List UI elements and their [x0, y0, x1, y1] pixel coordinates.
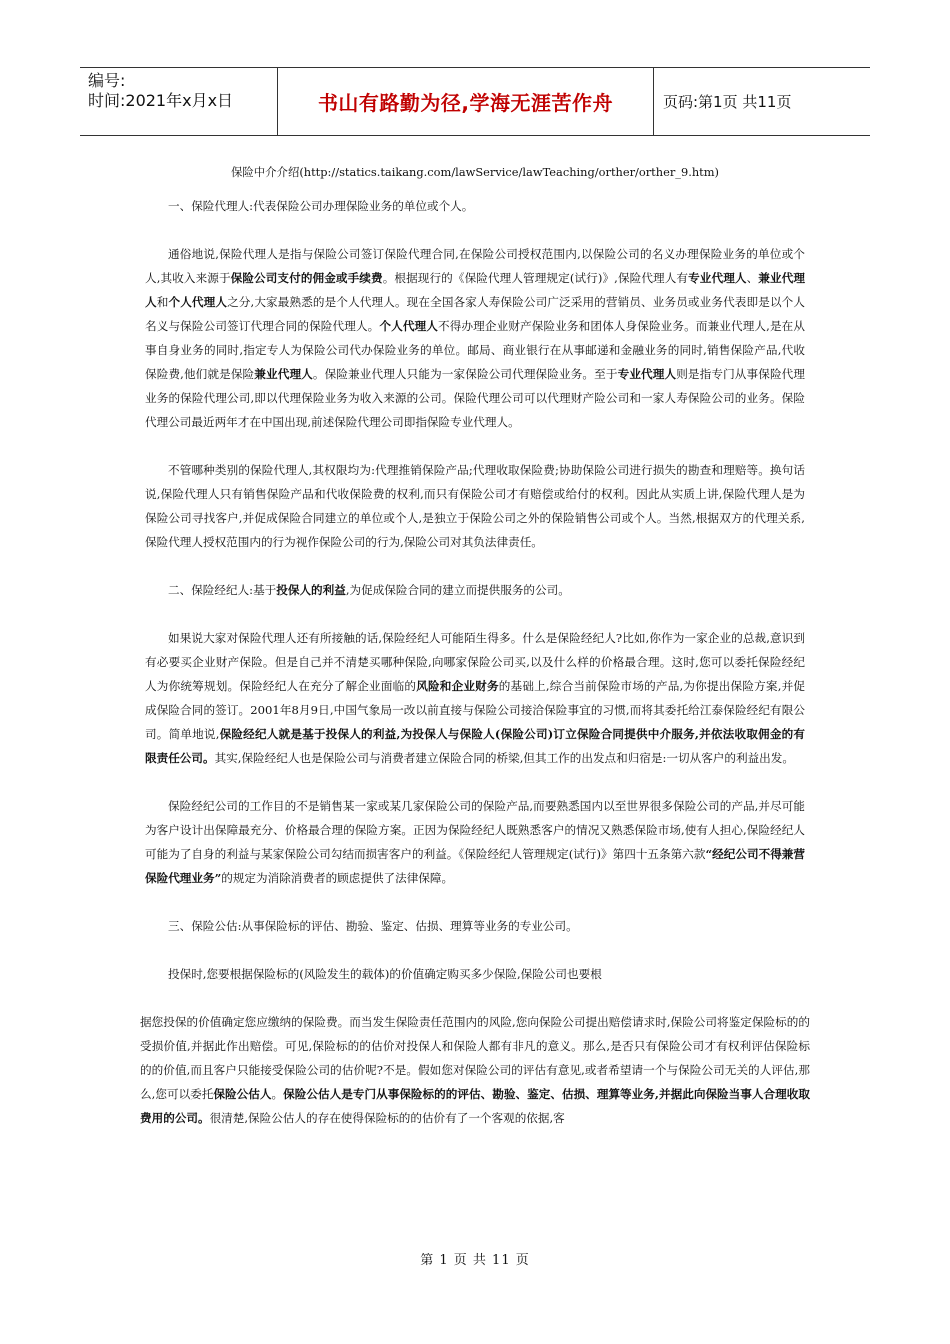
bold-text-run: 保险公估人 [213, 1087, 272, 1101]
page-footer: 第 1 页 共 11 页 [420, 1253, 530, 1268]
paragraph-6 [140, 1010, 810, 1130]
bold-text-run: 保险公估人是专门从事保险标的的评估、勘验、鉴定、估损、理算等业务,并据此向保险当事人合理收取费用的公司。 [140, 1087, 810, 1125]
text-run: 二、保险经纪人:基于 [168, 583, 277, 597]
text-run: 之分,大家最熟悉的是个人代理人。现在全国各家人寿保险公司广泛采用的营销员、业务员或业务代表即是以个人名义与保险公司签订代理合同的保险代理人。 [145, 295, 805, 333]
text-run: ,为促成保险合同的建立而提供服务的公司。 [345, 583, 570, 597]
text-run: 的规定为消除消费者的顾虑提供了法律保障。 [221, 871, 454, 885]
motto-text: 书山有路勤为径,学海无涯苦作舟 [317, 91, 614, 115]
document-title: 保险中介介绍(http://statics.taikang.com/lawService/lawTeaching/orther/orther_9.htm) [230, 165, 720, 179]
bold-text-run: 兼业代理人 [254, 367, 313, 381]
paragraph-1 [145, 242, 805, 434]
section-1-heading: 一、保险代理人:代表保险公司办理保险业务的单位或个人。 [168, 199, 474, 213]
bold-text-run: 风险和企业财务 [416, 679, 499, 693]
bold-text-run: 专业代理人 [617, 367, 677, 381]
header-motto-cell [278, 68, 654, 135]
text-run: 很清楚,保险公估人的存在使得保险标的的估价有了一个客观的依据,客 [209, 1111, 565, 1125]
text-run: 、 [746, 271, 759, 285]
bold-text-run: 保险经纪人就是基于投保人的利益,为投保人与保险人(保险公司)订立保险合同提供中介服务,并依法收取佣金的有限责任公司。 [145, 727, 805, 765]
bold-text-run: 个人代理人 [168, 295, 228, 309]
page-info: 页码:第1页 共11页 [663, 93, 792, 111]
text-run: 据您投保的价值确定您应缴纳的保险费。而当发生保险责任范围内的风险,您向保险公司提出赔偿请求时,保险公司将鉴定保险标的的受损价值,并据此作出赔偿。可见,保险标的的估价对投保人和保险人都有非凡的意义。那么,是否只有保险公司才有权利评估保险标的的价值,而且客户只能接受保险公司的估价呢?不是。假如您对保险公司的评估有意见,或者希望请一个与保险公司无关的人评估,那么,您可以委托 [140, 1015, 810, 1101]
header-left-cell [80, 68, 278, 135]
text-run: 保险经纪公司的工作目的不是销售某一家或某几家保险公司的保险产品,而要熟悉国内以至世界很多保险公司的产品,并尽可能为客户设计出保障最充分、价格最合理的保险方案。正因为保险经纪人既熟悉客户的情况又熟悉保险市场,使有人担心,保险经纪人可能为了自身的利益与某家保险公司勾结而损害客户的利益。《保险经纪人管理规定(试行)》第四十五条第六款 [145, 799, 805, 861]
paragraph-2: 不管哪种类别的保险代理人,其权限均为:代理推销保险产品;代理收取保险费;协助保险公司进行损失的勘查和理赔等。换句话说,保险代理人只有销售保险产品和代收保险费的权利,而只有保险公司才有赔偿或给付的权利。因此从实质上讲,保险代理人是为保险公司寻找客户,并促成保险合同建立的单位或个人,是独立于保险公司之外的保险销售公司或个人。当然,根据双方的代理关系,保险代理人授权范围内的行为视作保险公司的行为,保险公司对其负法律责任。 [145, 463, 805, 549]
text-run: 则是指专门从事保险代理业务的保险代理公司,即以代理保险业务为收入来源的公司。保险代理公司可以代理财产险公司和一家人寿保险公司的业务。保险代理公司最近两年才在中国出现,前述保险代理公司即指保险专业代理人。 [145, 367, 805, 429]
text-run: 。 [271, 1087, 284, 1101]
text-run: 不得办理企业财产保险业务和团体人身保险业务。而兼业代理人,是在从事自身业务的同时,指定专人为保险公司代办保险业务的单位。邮局、商业银行在从事邮递和金融业务的同时,销售保险产品,代收保险费,他们就是保险 [145, 319, 805, 381]
text-run: 。根据现行的《保险代理人管理规定(试行)》,保险代理人有 [382, 271, 689, 285]
header-table [80, 67, 870, 136]
bold-text-run: 兼业代理人 [145, 271, 805, 309]
bold-text-run: 专业代理人 [688, 271, 747, 285]
section-2-heading [145, 578, 805, 602]
bold-text-run: “经纪公司不得兼营保险代理业务” [145, 847, 806, 885]
paragraph-5: 投保时,您要根据保险标的(风险发生的载体)的价值确定购买多少保险,保险公司也要根 [168, 967, 602, 981]
text-run: 其实,保险经纪人也是保险公司与消费者建立保险合同的桥梁,但其工作的出发点和归宿是:一切从客户的利益出发。 [214, 751, 794, 765]
number-label: 编号: [88, 71, 126, 90]
text-run: 和 [156, 295, 169, 309]
text-run: 如果说大家对保险代理人还有所接触的话,保险经纪人可能陌生得多。什么是保险经纪人?比如,你作为一家企业的总裁,意识到有必要买企业财产保险。但是自己并不清楚买哪种保险,向哪家保险公司买,以及什么样的价格最合理。这时,您可以委托保险经纪人为你统筹规划。保险经纪人在充分了解企业面临的 [145, 631, 805, 693]
bold-text-run: 保险公司支付的佣金或手续费 [230, 271, 383, 285]
paragraph-3 [145, 626, 805, 770]
bold-text-run: 投保人的利益 [276, 583, 346, 597]
text-run: 通俗地说,保险代理人是指与保险公司签订保险代理合同,在保险公司授权范围内,以保险公司的名义办理保险业务的单位或个人,其收入来源于 [145, 247, 805, 285]
header-page-cell [654, 68, 870, 135]
section-3-heading: 三、保险公估:从事保险标的评估、勘验、鉴定、估损、理算等业务的专业公司。 [168, 919, 578, 933]
time-label: 时间:2021年x月x日 [88, 91, 234, 110]
text-run: 。保险兼业代理人只能为一家保险公司代理保险业务。至于 [312, 367, 618, 381]
bold-text-run: 个人代理人 [379, 319, 438, 333]
paragraph-4 [145, 794, 805, 890]
document-body [140, 160, 810, 1154]
text-run: 的基础上,综合当前保险市场的产品,为你提出保险方案,并促成保险合同的签订。2001年8月9日,中国气象局一改以前直接与保险公司接洽保险事宜的习惯,而将其委托给江泰保险经纪有限公司。简单地说, [145, 679, 805, 741]
